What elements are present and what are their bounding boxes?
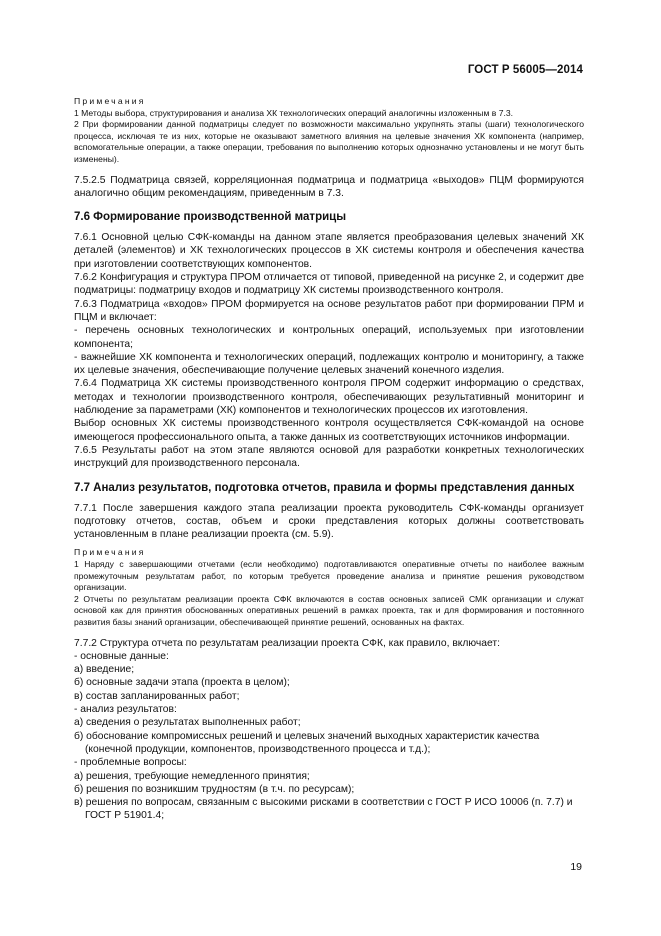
paragraph-7-7-2: 7.7.2 Структура отчета по результатам реализации проекта СФК, как правило, включает: <box>74 637 500 649</box>
document-code-header: ГОСТ Р 56005—2014 <box>467 64 583 76</box>
page-content <box>74 96 584 823</box>
paragraph-7-6-1: 7.6.1 Основной целью СФК-команды на данном этапе является преобразования целевых значений ХК деталей (элементов) и ХК технологических процессов в ХК системы контроля и обеспечения качества при изготовлении соответствующих компонентов. <box>74 232 584 270</box>
section-heading-7-6: 7.6 Формирование производственной матрицы <box>74 211 347 224</box>
list-item: б) обоснование компромиссных решений и целевых значений выходных характеристик качества (конечной продукции, компонентов, производственного процесса и т.д.); <box>74 730 540 755</box>
list-item: б) решения по возникшим трудностям (в т.ч. по ресурсам); <box>74 783 355 795</box>
notes-title: Примечания <box>74 547 146 558</box>
paragraph-7-6-4: 7.6.4 Подматрица ХК системы производственного контроля ПРОМ содержит информацию о средствах, методах и технологии производственного контроля, обеспечивающих результативный мониторинг и наблюдение за параметрами (ХК) компонентов и технологических процессов их изготовления. <box>74 378 584 417</box>
notes-title: Примечания <box>74 96 146 106</box>
list-item: - перечень основных технологических и контрольных операций, используемых при изготовлении компонента; <box>74 325 584 350</box>
list-item: б) основные задачи этапа (проекта в целом); <box>74 677 290 689</box>
list-item: а) сведения о результатах выполненных работ; <box>74 717 301 729</box>
note-item: 2 Отчеты по результатам реализации проекта СФК включаются в состав основных записей СМК организации и служат основой как для принятия обоснованных оперативных решений в рамках проекта, так и для формирования и постоянного развития базы знаний организации, обеспечивающей принятие решений, основанных на фактах. <box>74 593 584 627</box>
section-heading-7-7: 7.7 Анализ результатов, подготовка отчетов, правила и формы представления данных <box>74 481 575 494</box>
note-item: 1 Наряду с завершающими отчетами (если необходимо) подготавливаются оперативные отчеты по наиболее важным промежуточным результатам работ, по которым требуется проведение анализа и принятие решения руководством организации. <box>74 558 584 593</box>
paragraph-7-6-3: 7.6.3 Подматрица «входов» ПРОМ формируется на основе результатов работ при формировании ПРМ и ПЦМ и включает: <box>74 298 584 323</box>
group-label: - проблемные вопросы: <box>74 757 187 769</box>
paragraph-7-6-4-continued: Выбор основных ХК системы производственного контроля осуществляется СФК-командой на основе имеющегося профессионального опыта, а также данных из соответствующих источников информации. <box>74 418 584 443</box>
list-item: в) решения по вопросам, связанным с высокими рисками в соответствии с ГОСТ Р ИСО 10006 (п. 7.7) и ГОСТ Р 51901.4; <box>74 797 573 822</box>
page-number: 19 <box>570 861 582 873</box>
list-item: а) введение; <box>74 664 135 676</box>
group-label: - анализ результатов: <box>74 704 177 716</box>
paragraph-7-6-2: 7.6.2 Конфигурация и структура ПРОМ отличается от типовой, приведенной на рисунке 2, и содержит две подматрицы: подматрицу входов и подматрицу ХК системы производственного контроля. <box>74 272 584 297</box>
paragraph-7-6-5: 7.6.5 Результаты работ на этом этапе являются основой для разработки конкретных технологических инструкций для производственного персонала. <box>74 444 584 470</box>
group-label: - основные данные: <box>74 650 169 662</box>
list-item: а) решения, требующие немедленного принятия; <box>74 770 310 782</box>
note-item: 1 Методы выбора, структурирования и анализа ХК технологических операций аналогичны изложенным в 7.3. <box>74 107 514 118</box>
note-item: 2 При формировании данной подматрицы следует по возможности максимально укрупнять этапы (шаги) технологического процесса, исключая те из них, которые не оказывают заметного влияния на целевые значения ХК компонента (например, вспомогательные операции, а также операции, требования по выполнению которых однозначно установлены и не могут быть изменены). <box>74 119 584 164</box>
paragraph-7-5-2-5: 7.5.2.5 Подматрица связей, корреляционная подматрица и подматрица «выходов» ПЦМ формируются аналогично общим рекомендациям, приведенным в 7.3. <box>74 174 584 199</box>
notes-block-1 <box>74 96 584 166</box>
paragraph-7-7-1: 7.7.1 После завершения каждого этапа реализации проекта руководитель СФК-команды организует подготовку отчетов, состав, объем и сроки представления которых должны соответствовать установленным в плане реализации проекта (см. 5.9). <box>74 502 584 541</box>
notes-block-2 <box>74 547 584 628</box>
list-item: в) состав запланированных работ; <box>74 690 240 702</box>
list-item: - важнейшие ХК компонента и технологических операций, подлежащих контролю и мониторингу, а также их целевые значения, обеспечивающие получение целевых значений конечного изделия. <box>74 351 584 377</box>
